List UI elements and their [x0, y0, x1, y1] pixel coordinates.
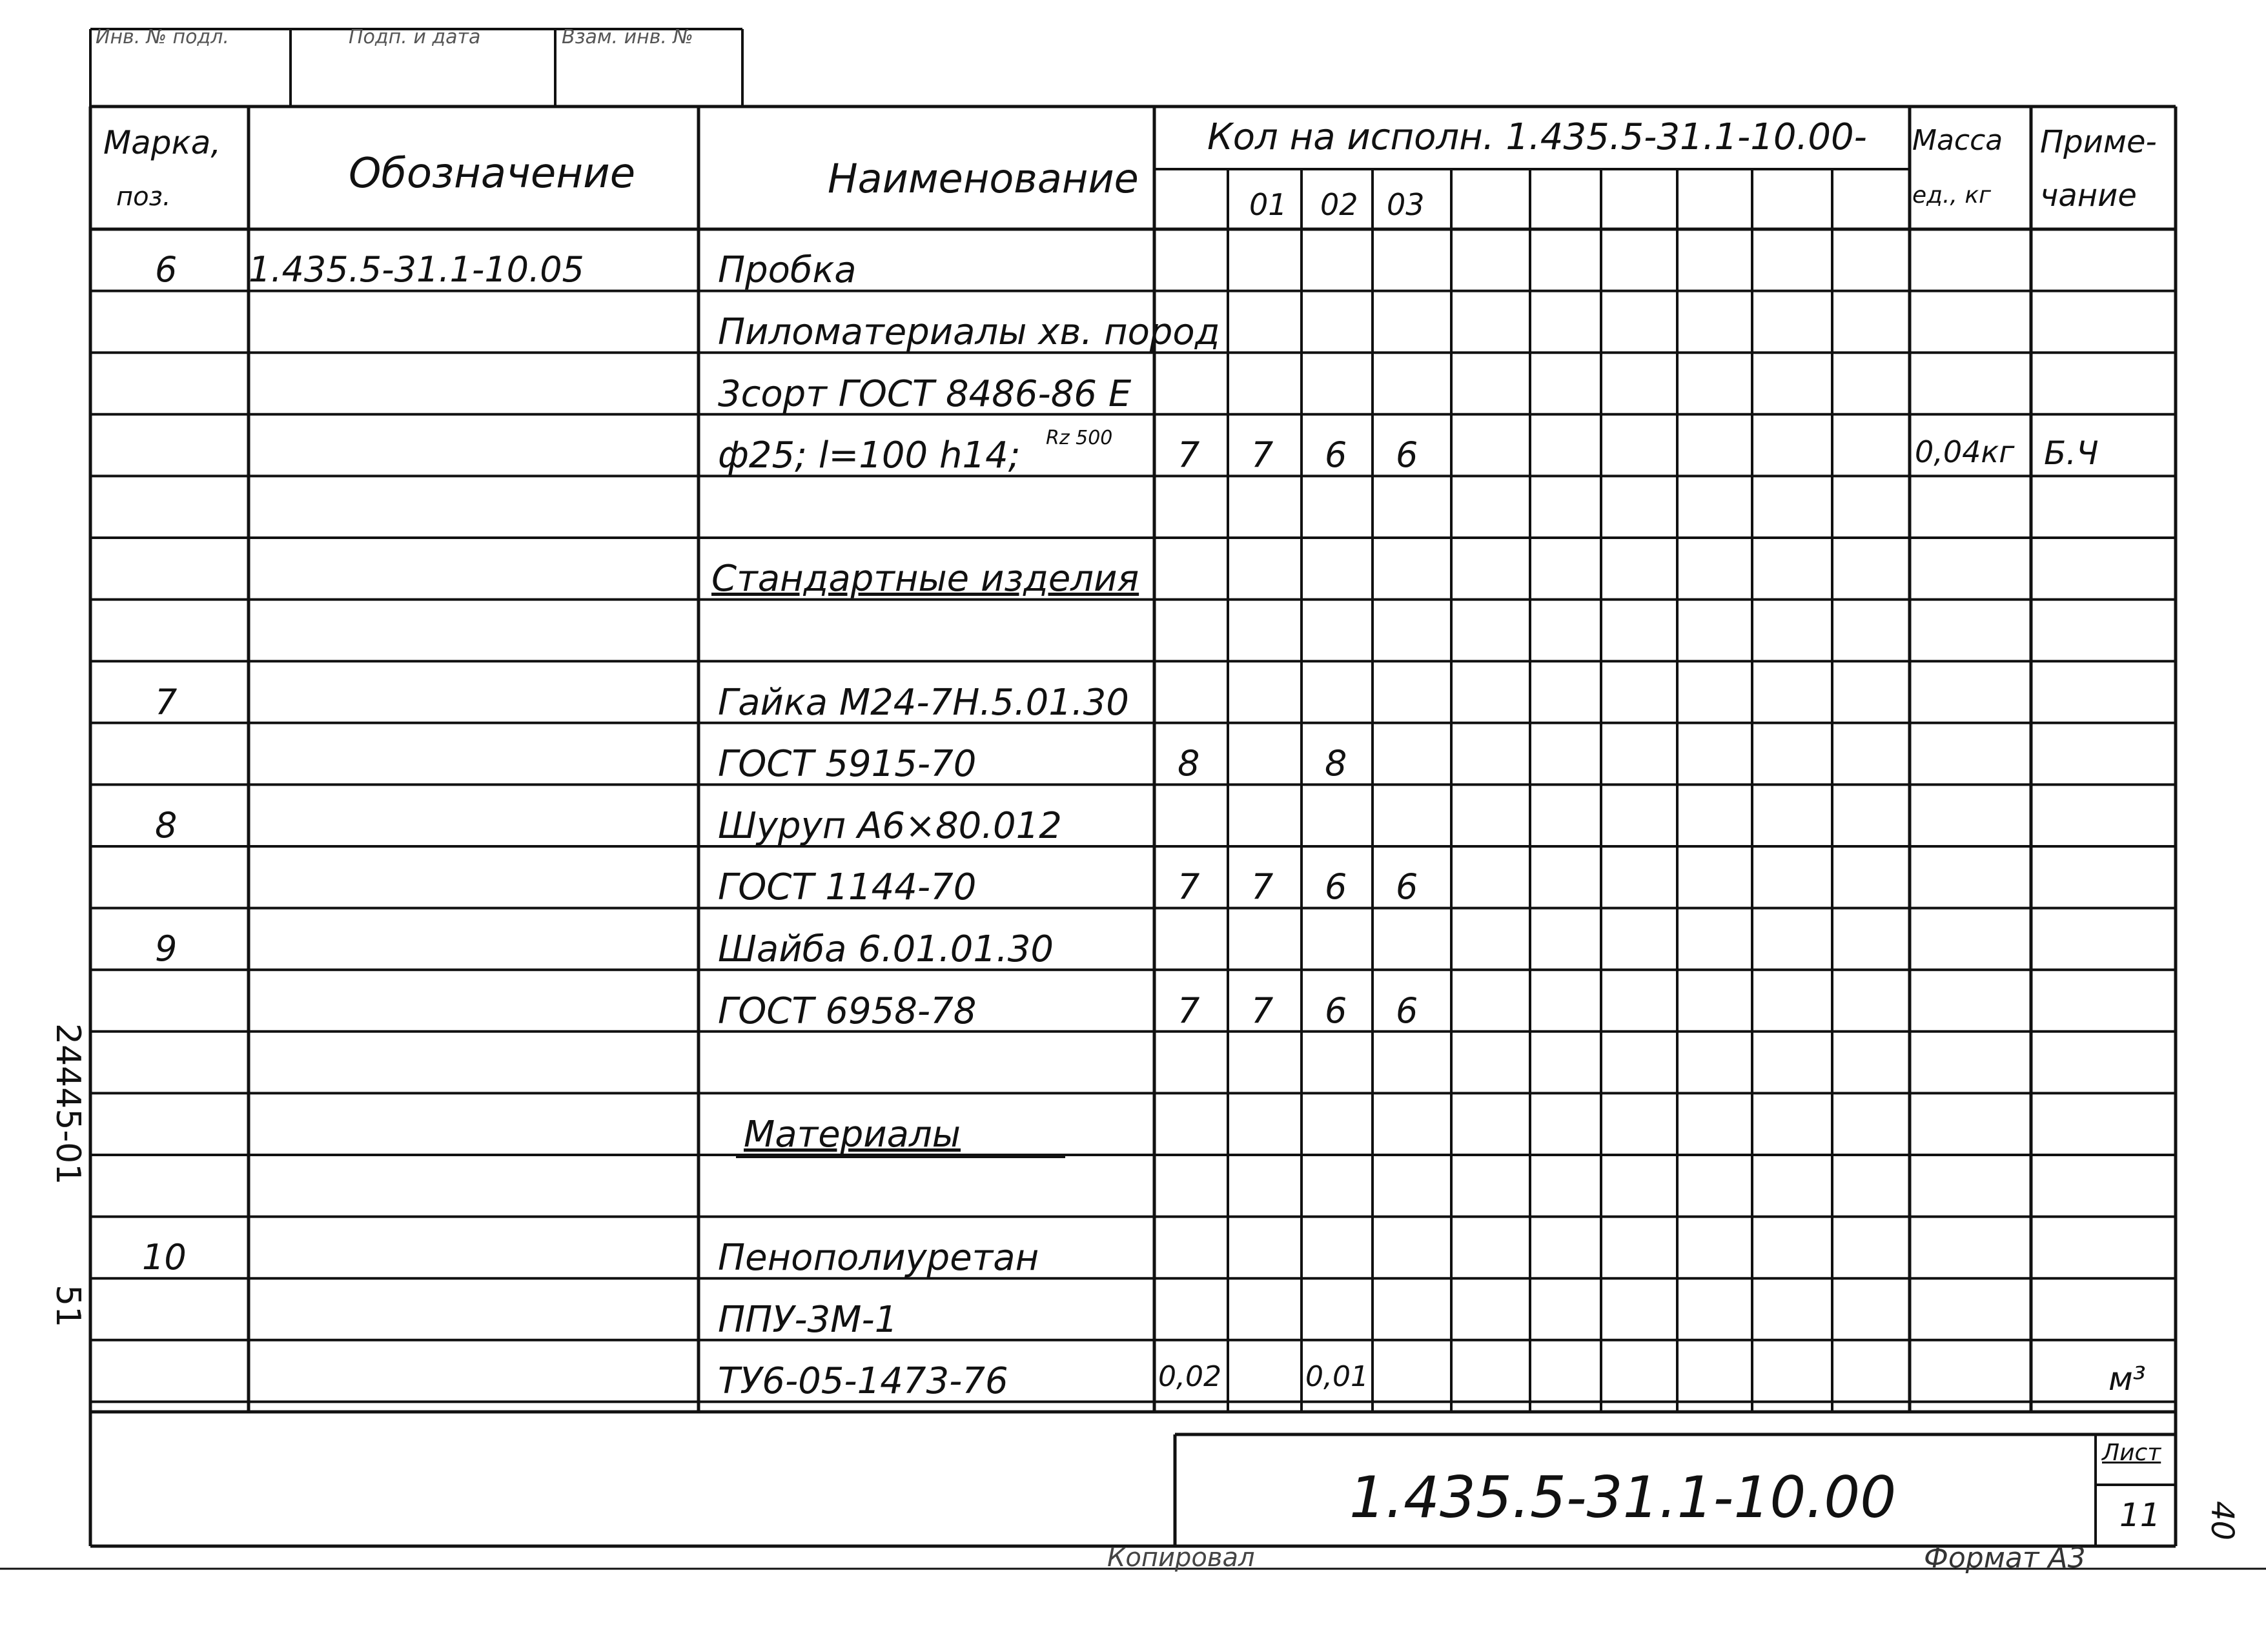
row-qty-02: 6 [1325, 434, 1347, 476]
table-row [0, 302, 2266, 364]
row-name: ГОСТ 5915-70 [718, 743, 977, 786]
copied-label: Копировал [1107, 1543, 1255, 1573]
row-qty-03: 6 [1396, 866, 1418, 908]
header-qty-variant-1: 01 [1249, 187, 1287, 222]
row-qty-02: 0,01 [1305, 1360, 1369, 1394]
row-name: ТУ6-05-1473-76 [718, 1360, 1008, 1403]
top-strip-text-3: Взам. инв. № [562, 26, 693, 48]
top-strip-text-2: Подп. и дата [349, 26, 481, 48]
table-row [0, 1166, 2266, 1228]
header-qty-variant-3: 03 [1387, 187, 1425, 222]
sheet-number: 11 [2119, 1496, 2161, 1534]
row-qty-base: 0,02 [1158, 1360, 1221, 1394]
header-designation: Обозначение [349, 150, 636, 198]
header-mark-line1: Марка, [103, 124, 221, 161]
header-mark-line2: поз. [116, 182, 171, 212]
table-row [0, 611, 2266, 673]
table-row [0, 1043, 2266, 1105]
table-row [0, 487, 2266, 549]
row-name: Гайка М24-7Н.5.01.30 [718, 681, 1129, 724]
row-mark: 10 [142, 1236, 187, 1278]
row-mark: 6 [155, 249, 178, 291]
table-row [0, 240, 2266, 302]
row-qty-base: 7 [1178, 990, 1200, 1031]
table-row [0, 981, 2266, 1043]
row-name: Материалы [744, 1113, 961, 1156]
sheet-label: Лист [2102, 1440, 2161, 1466]
table-row [0, 549, 2266, 611]
row-name: 3сорт ГОСТ 8486-86 Е [718, 372, 1132, 415]
row-qty-base: 7 [1178, 434, 1200, 476]
header-qty-variant-2: 02 [1320, 187, 1358, 222]
table-row [0, 734, 2266, 796]
table-row [0, 363, 2266, 425]
row-name: ППУ-3М-1 [718, 1298, 898, 1341]
table-row [0, 1289, 2266, 1351]
row-roughness: Rz 500 [1046, 426, 1113, 449]
row-mark: 8 [155, 804, 178, 846]
table-row [0, 672, 2266, 734]
table-row [0, 795, 2266, 857]
row-qty-02: 6 [1325, 866, 1347, 908]
row-qty-01: 7 [1251, 866, 1274, 908]
row-qty-02: 6 [1325, 990, 1347, 1031]
header-note-line2: чание [2040, 178, 2137, 214]
row-name: ГОСТ 6958-78 [718, 990, 977, 1032]
header-mass-line2: ед., кг [1912, 182, 1992, 209]
table-row [0, 857, 2266, 919]
table-row [0, 425, 2266, 487]
header-qty: Кол на исполн. 1.435.5-31.1-10.00- [1207, 116, 1867, 158]
row-qty-03: 6 [1396, 990, 1418, 1031]
left-page-number: 51 [48, 1285, 87, 1328]
title-designation: 1.435.5-31.1-10.00 [1349, 1464, 1897, 1531]
row-name: Пробка [718, 249, 857, 292]
row-mark: 7 [155, 681, 178, 722]
format-label: Формат А3 [1924, 1542, 2086, 1575]
row-qty-01: 7 [1251, 990, 1274, 1031]
row-qty-02: 8 [1325, 743, 1347, 784]
row-qty-base: 7 [1178, 866, 1200, 908]
header-note-line1: Приме- [2040, 124, 2157, 160]
row-designation: 1.435.5-31.1-10.05 [249, 249, 584, 291]
row-note: м³ [2108, 1360, 2146, 1398]
left-archive-code: 24445-01 [48, 1023, 87, 1185]
row-mass: 0,04кг [1915, 434, 2015, 470]
right-side-mark: 40 [2204, 1501, 2240, 1541]
row-name: Стандартные изделия [711, 558, 1139, 600]
row-name: Пенополиуретан [718, 1236, 1039, 1279]
header-mass-line1: Масса [1912, 124, 2003, 157]
table-row [0, 919, 2266, 981]
row-name: Шуруп А6×80.012 [718, 804, 1062, 847]
row-qty-base: 8 [1178, 743, 1200, 784]
table-row [0, 1228, 2266, 1290]
row-name: Пиломатериалы хв. пород [718, 311, 1220, 353]
row-name: ф25; l=100 h14; [718, 434, 1021, 477]
row-note: Б.Ч [2044, 434, 2099, 473]
header-name: Наименование [828, 155, 1139, 202]
row-mark: 9 [155, 928, 178, 969]
row-qty-03: 6 [1396, 434, 1418, 476]
top-strip-text-1: Инв. № подл. [96, 26, 229, 48]
row-qty-01: 7 [1251, 434, 1274, 476]
table-row [0, 1104, 2266, 1166]
row-name: Шайба 6.01.01.30 [718, 928, 1054, 970]
table-row [0, 1351, 2266, 1413]
row-name: ГОСТ 1144-70 [718, 866, 977, 909]
